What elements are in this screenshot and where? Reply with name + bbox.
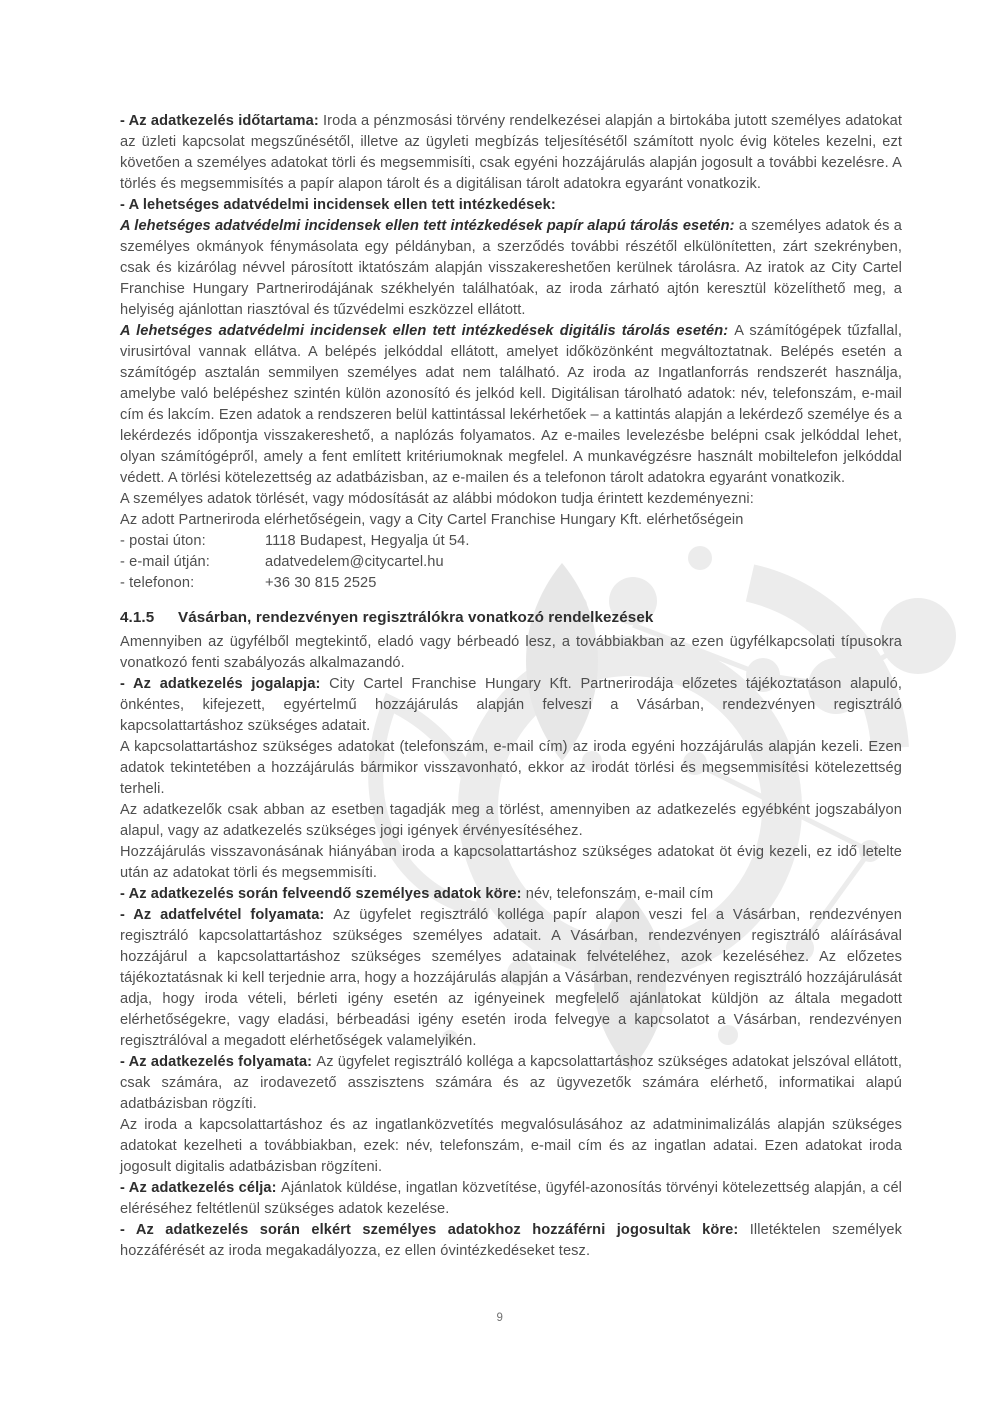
para-contact-intro [120,510,902,531]
para-body-text: Az iroda a kapcsolattartáshoz és az ingatlanközvetítés megvalósulásához az adatminimalizálás alapján szükséges adatokat kezelheti a továbbiakban, ezek: név, telefonszám, e-mail cím és az ingatlan adatai. Ezen adatokat iroda jogosult digitalis adatbázisban rögzíteni. [120,1117,902,1175]
para-access-rights [120,1220,902,1262]
para-body-text: Hozzájárulás visszavonásának hiányában iroda a kapcsolattartáshoz szükséges adatokat öt évig kezeli, ez idő letelte után az adatokat törli és megsemmisíti. [120,844,902,881]
para-body-text: Az ügyfelet regisztráló kolléga a kapcsolattartáshoz szükséges adatokat jelszóval ellátott, csak számára, az irodavezető asszisztens számára és az ügyvezetők számára elérhető, informatikai alapú adatbázisban rögzíti. [120,1054,902,1112]
para-processing-purpose [120,1178,902,1220]
para-data-minimization [120,1115,902,1178]
para-lead-bold-italic: A lehetséges adatvédelmi incidensek ellen tett intézkedések digitális tárolás esetén: [120,323,735,339]
para-body-text: A személyes adatok törlését, vagy módosítását az alábbi módokon tudja érintett kezdeményezni: [120,491,754,507]
para-body-text: név, telefonszám, e-mail cím [525,886,714,902]
para-lead-bold: - Az adatkezelés célja: [120,1180,281,1196]
contact-label: - telefonon: [120,575,195,591]
contact-label: - e-mail útján: [120,554,210,570]
para-lead-bold: - A lehetséges adatvédelmi incidensek ellen tett intézkedések: [120,197,556,213]
para-deletion-intro [120,489,902,510]
para-body-text: Az ügyfelet regisztráló kolléga papír alapon veszi fel a Vásárban, rendezvényen regisztráló kapcsolattartáshoz szükséges személyes adatait. A Vásárban, rendezvényen regisztráló aláírásával hozzájárul a kapcsolattartáshoz szükséges személyes adatainak felvételéhez, azok kezeléséhez. Az előzetes tájékoztatásnak ki kell terjednie arra, hogy a hozzájárulás alapján a Vásárban, rendezvényen regisztráló hozzájárulását adja, hogy iroda vételi, bérleti igény esetén az igényeinek megfelelő ajánlatokat küldjön az általa megadott elérhetőségekre, vagy eladási, bérbeadási igény esetén iroda felvegye a kapcsolatot a Vásárban, rendezvényen regisztrálóval a megadott elérhetőségek valamelyikén. [120,907,902,1049]
para-body-text: City Cartel Franchise Hungary Kft. Partnerirodája előzetes tájékoztatáson alapuló, önkéntes, kifejezett, egyértelmű hozzájárulás alapján felveszi a Vásárban, rendezvényen regisztráló kapcsolattartáshoz szükséges adatait. [120,676,902,734]
contact-row-email [120,552,902,573]
para-data-management-process [120,1052,902,1115]
para-body-text: Iroda a pénzmosási törvény rendelkezései alapján a birtokába jutott személyes adatokat az üzleti kapcsolat megszűnésétől, illetve az ügyleti megbízás teljesítésétől számított nyolc évig köteles kezelni, ezt követően a személyes adatokat törli és megsemmisíti, csak egyéni hozzájárulás alapján jogosult a további kezelésre. A törlés és megsemmisítés a papír alapon tárolt és a digitálisan tárolt adatokra egyaránt vonatkozik. [120,113,902,192]
para-body-text: Amennyiben az ügyfélből megtekintő, eladó vagy bérbeadó lesz, a továbbiakban az ezen ügyfélkapcsolati típusokra vonatkozó fenti szabályozás alkalmazandó. [120,634,902,671]
para-incidents-digital [120,321,902,489]
contact-row-postal [120,531,902,552]
postal-address-value: 1118 Budapest, Hegyalja út 54. [265,533,470,549]
para-body-text: Ajánlatok küldése, ingatlan közvetítése, ügyfél-azonosítás törvényi kötelezettség alapján, a cél eléréséhez feltétlenül szükséges adatok kezelése. [120,1180,902,1217]
contact-label: - postai úton: [120,533,206,549]
para-legal-basis [120,674,902,737]
para-lead-bold: - Az adatkezelés során elkért személyes adatokhoz hozzáférni jogosultak köre: [120,1222,750,1238]
para-collected-data-scope [120,884,902,905]
para-body-text: A kapcsolattartáshoz szükséges adatokat (telefonszám, e-mail cím) az iroda egyéni hozzájárulás alapján kezeli. Ezen adatok tekintetében a hozzájárulás bármikor visszavonható, ekkor az irodát törlési és megsemmisítési kötelezettség terheli. [120,739,902,797]
para-data-recording-process [120,905,902,1052]
para-deletion-refusal [120,800,902,842]
page-content [120,111,902,1262]
para-body-text: a személyes adatok és a személyes okmányok fénymásolata egy példányban, a szerződés további részétől elkülönítetten, zárt szekrényben, csak és kizárólag névvel párosított iktatószám alapján visszakereshetően kerülnek tárolásra. Az iratok az City Cartel Franchise Hungary Partnerirodájának székhelyén találhatóak, az iroda zárható ajtón keresztül közelíthető meg, a helyiség ajánlottan riasztóval és tűzvédelmi eszközzel ellátott. [120,218,902,318]
para-lead-bold: - Az adatkezelés jogalapja: [120,676,330,692]
contact-row-phone [120,573,902,594]
para-body-text: A számítógépek tűzfallal, virusirtóval vannak ellátva. A belépés jelkóddal ellátott, amelyet időközönként megváltoztatnak. Belépés esetén a számítógép asztalán semmilyen személyes adat nem található. Az iroda az Ingatlanforrás rendszerét használja, amelybe való belépéshez szintén külön azonosító és jelkód kell. Digitálisan tárolható adatok: név, telefonszám, e-mail cím és lakcím. Ezen adatok a rendszeren belül kattintással lekérhetőek – a kattintás alapján a lekérdező személye és a lekérdezés időpontja visszakereshető, a naplózás folyamatos. Az e-mailes levelezésbe belépni csak jelkóddal lehet, olyan számítógépről, amely a fent említett kritériumoknak megfelel. A munkavégzésre használt mobiltelefon jelkóddal védett. A törlési kötelezettség az adatbázisban, az e-mailen és a telefonon tárolt adatokra egyaránt vonatkozik. [120,323,902,486]
para-fair-registrants-intro [120,632,902,674]
para-incidents-heading [120,195,902,216]
section-number: 4.1.5 [120,609,155,626]
para-lead-bold-italic: A lehetséges adatvédelmi incidensek ellen tett intézkedések papír alapú tárolás esetén: [120,218,739,234]
section-heading-4-1-5 [120,607,902,628]
para-withdrawal-absence [120,842,902,884]
page-number: 9 [496,1312,504,1324]
section-title: Vásárban, rendezvényen regisztrálókra vonatkozó rendelkezések [178,609,654,626]
para-body-text: Illetéktelen személyek hozzáférését az iroda megakadályozza, ez ellen óvintézkedéseket tesz. [120,1222,903,1259]
para-lead-bold: - Az adatfelvétel folyamata: [120,907,334,923]
para-body-text: Az adatkezelők csak abban az esetben tagadják meg a törlést, amennyiben az adatkezelés egyébként jogszabályon alapul, vagy az adatkezelés szükséges jogi igények érvényesítéséhez. [120,802,902,839]
para-lead-bold: - Az adatkezelés időtartama: [120,113,324,129]
email-address-value: adatvedelem@citycartel.hu [265,554,444,570]
para-contact-data-handling [120,737,902,800]
phone-number-value: +36 30 815 2525 [265,575,377,591]
para-body-text: Az adott Partneriroda elérhetőségein, vagy a City Cartel Franchise Hungary Kft. elérhetőségein [120,512,744,528]
para-lead-bold: - Az adatkezelés során felveendő személyes adatok köre: [120,886,526,902]
para-data-retention [120,111,902,195]
para-lead-bold: - Az adatkezelés folyamata: [120,1054,317,1070]
para-incidents-paper [120,216,902,321]
